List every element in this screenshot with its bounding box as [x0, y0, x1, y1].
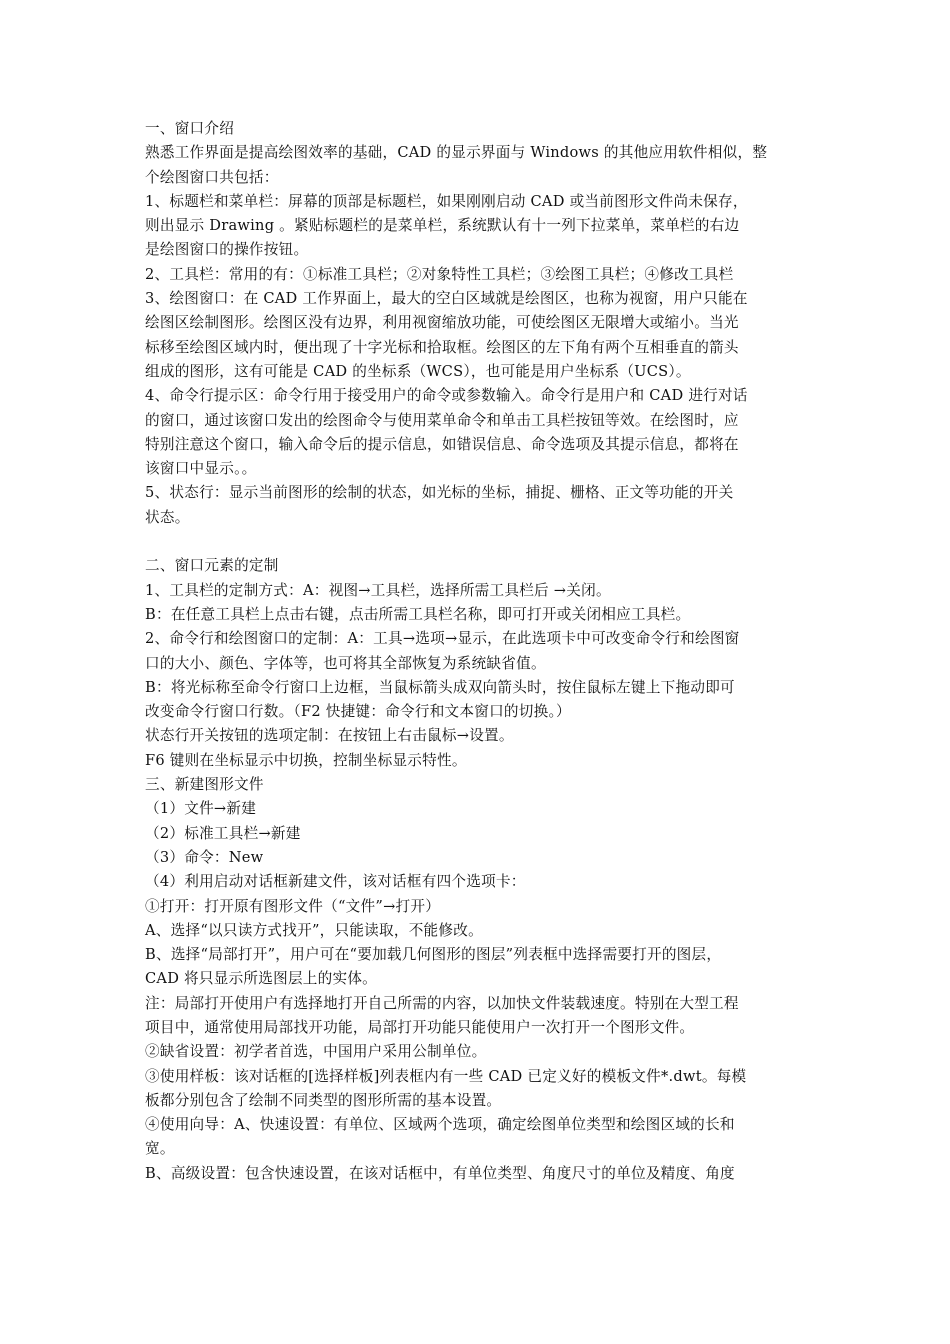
- text-line: B：在任意工具栏上点击右键，点击所需工具栏名称，即可打开或关闭相应工具栏。: [145, 605, 691, 623]
- text-line: 5、状态行：显示当前图形的绘制的状态，如光标的坐标，捕捉、栅格、正文等功能的开关: [145, 484, 734, 502]
- text-line: 一、窗口介绍: [145, 120, 235, 137]
- text-line: A、选择“以只读方式找开”，只能读取，不能修改。: [145, 921, 483, 939]
- text-line: （2）标准工具栏→新建: [145, 824, 301, 842]
- text-line: （4）利用启动对话框新建文件，该对话框有四个选项卡：: [145, 873, 526, 891]
- text-line: ①打开：打开原有图形文件（“文件”→打开）: [145, 897, 441, 915]
- text-line: F6 键则在坐标显示中切换，控制坐标显示特性。: [145, 751, 467, 769]
- text-line: 2、命令行和绘图窗口的定制：A：工具→选项→显示，在此选项卡中可改变命令行和绘图窗: [145, 630, 740, 648]
- text-line: 熟悉工作界面是提高绘图效率的基础，CAD 的显示界面与 Windows 的其他应用软件相似，整: [145, 144, 768, 162]
- text-line: ③使用样板：该对话框的[选择样板]列表框内有一些 CAD 已定义好的模板文件*.dwt。每模: [145, 1067, 747, 1085]
- text-line: ④使用向导：A、快速设置：有单位、区域两个选项，确定绘图单位类型和绘图区域的长和: [145, 1116, 735, 1134]
- text-line: 三、新建图形文件: [145, 776, 264, 794]
- text-line: 二、窗口元素的定制: [145, 557, 279, 575]
- text-line: 宽。: [145, 1140, 175, 1158]
- text-line: 特别注意这个窗口，输入命令后的提示信息，如错误信息、命令选项及其提示信息，都将在: [145, 435, 739, 453]
- text-line: 注：局部打开使用户有选择地打开自己所需的内容，以加快文件装载速度。特别在大型工程: [145, 994, 739, 1012]
- text-line: 项目中，通常使用局部找开功能，局部打开功能只能使用户一次打开一个图形文件。: [145, 1018, 695, 1036]
- text-line: 4、命令行提示区：命令行用于接受用户的命令或参数输入。命令行是用户和 CAD 进行对话: [145, 387, 748, 405]
- text-line: 状态行开关按钮的选项定制：在按钮上右击鼠标→设置。: [145, 727, 514, 745]
- text-line: 个绘图窗口共包括：: [145, 168, 279, 186]
- text-line: 3、绘图窗口：在 CAD 工作界面上，最大的空白区域就是绘图区，也称为视窗，用户只能在: [145, 290, 748, 308]
- text-line: 1、工具栏的定制方式：A：视图→工具栏，选择所需工具栏后 →关闭。: [145, 581, 611, 599]
- text-line: 是绘图窗口的操作按钮。: [145, 241, 309, 259]
- text-line: 2、工具栏：常用的有：①标准工具栏；②对象特性工具栏；③绘图工具栏；④修改工具栏: [145, 265, 734, 283]
- text-line: 标移至绘图区域内时，便出现了十字光标和拾取框。绘图区的左下角有两个互相垂直的箭头: [145, 338, 739, 356]
- text-line: 改变命令行窗口行数。（F2 快捷键：命令行和文本窗口的切换。）: [145, 703, 571, 721]
- text-line: （1）文件→新建: [145, 800, 257, 818]
- text-line: 板都分别包含了绘制不同类型的图形所需的基本设置。: [145, 1091, 502, 1109]
- blank-line: [145, 530, 813, 554]
- text-line: 的窗口，通过该窗口发出的绘图命令与使用菜单命令和单击工具栏按钮等效。在绘图时，应: [145, 411, 739, 429]
- text-line: B、高级设置：包含快速设置，在该对话框中，有单位类型、角度尺寸的单位及精度、角度: [145, 1164, 735, 1182]
- document-body: [145, 117, 813, 1186]
- text-line: 该窗口中显示。。: [145, 460, 257, 478]
- text-line: 1、标题栏和菜单栏：屏幕的顶部是标题栏，如果刚刚启动 CAD 或当前图形文件尚未保存，: [145, 192, 748, 210]
- text-line: ②缺省设置：初学者首选，中国用户采用公制单位。: [145, 1043, 487, 1061]
- text-line: （3）命令：New: [145, 848, 264, 866]
- text-line: B：将光标称至命令行窗口上边框，当鼠标箭头成双向箭头时，按住鼠标左键上下拖动即可: [145, 678, 735, 696]
- text-line: CAD 将只显示所选图层上的实体。: [145, 970, 378, 988]
- text-line: 则出显示 Drawing 。紧贴标题栏的是菜单栏，系统默认有十一列下拉菜单，菜单栏的右边: [145, 217, 740, 235]
- text-line: B、选择“局部打开”，用户可在“要加载几何图形的图层”列表框中选择需要打开的图层，: [145, 946, 722, 964]
- text-line: 状态。: [145, 508, 190, 526]
- text-line: 组成的图形，这有可能是 CAD 的坐标系（WCS），也可能是用户坐标系（UCS）。: [145, 362, 691, 380]
- text-line: 口的大小、颜色、字体等，也可将其全部恢复为系统缺省值。: [145, 654, 546, 672]
- text-line: 绘图区绘制图形。绘图区没有边界，利用视窗缩放功能，可使绘图区无限增大或缩小。当光: [145, 314, 739, 332]
